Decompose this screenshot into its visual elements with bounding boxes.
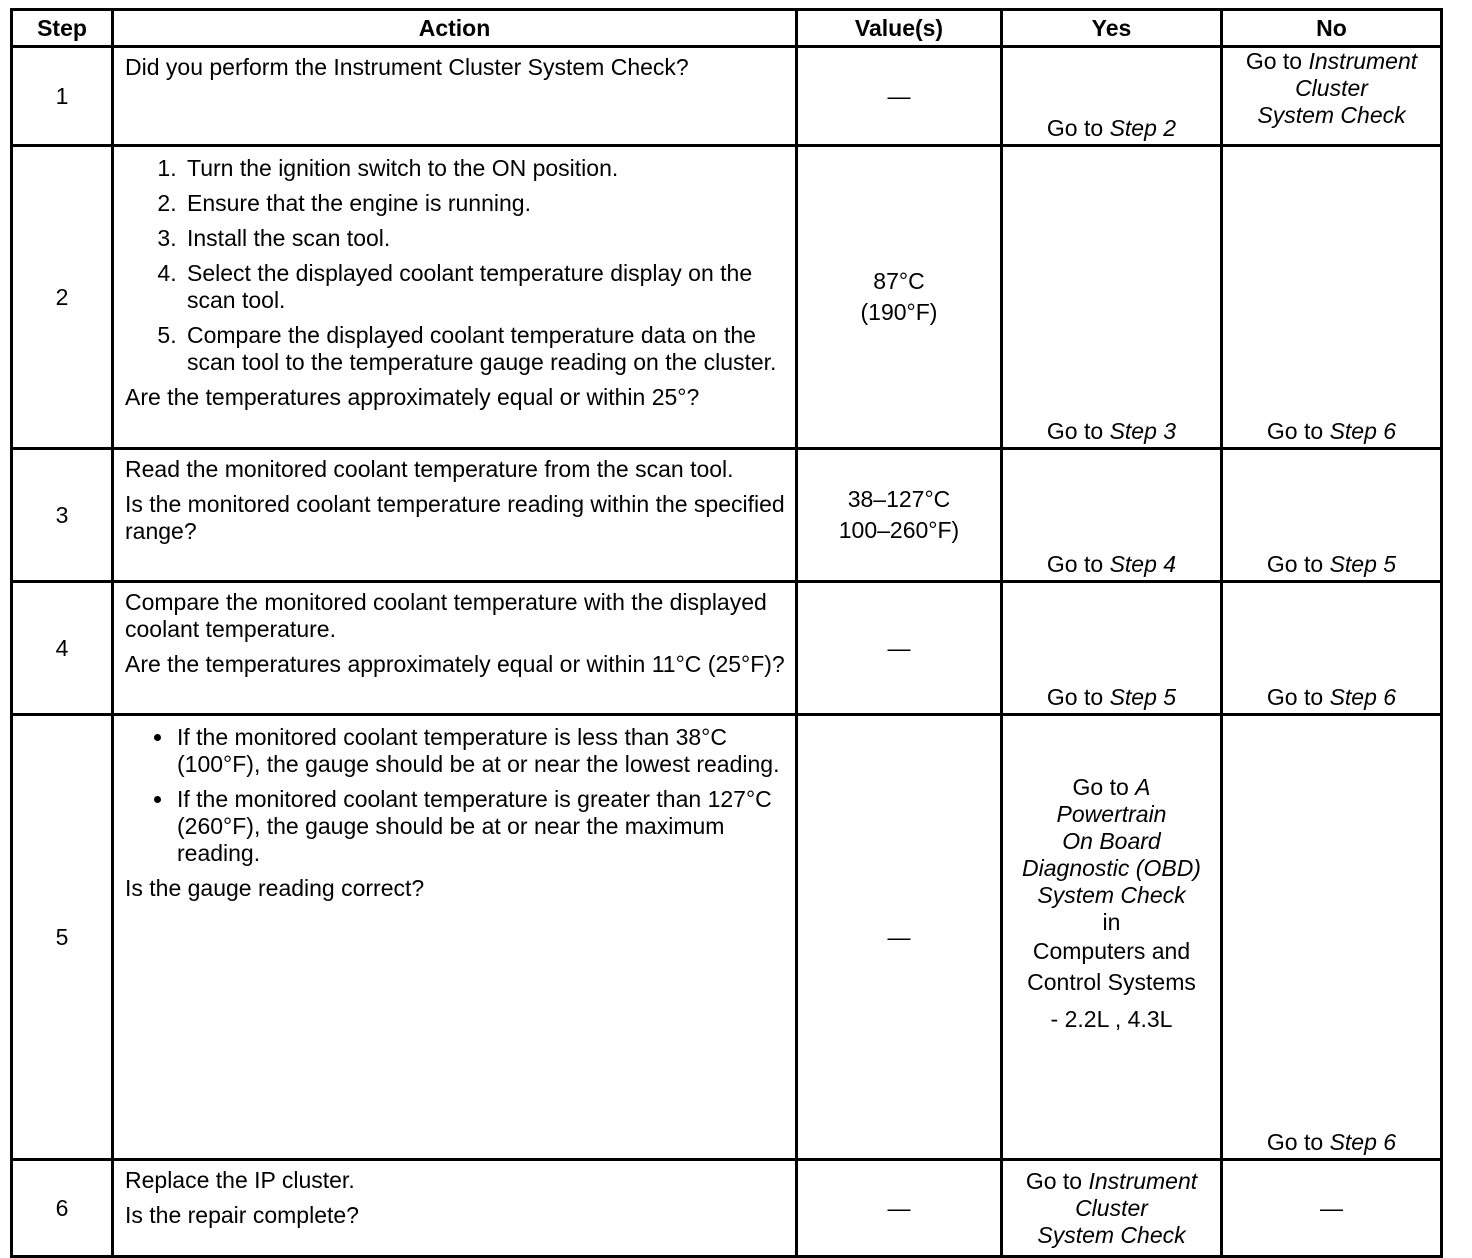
value-line: (190°F)	[860, 299, 938, 325]
no-prefix: Go to	[1266, 551, 1324, 577]
yes-ref-line3: - 2.2L , 4.3L	[1050, 1006, 1173, 1032]
step-number: 1	[12, 47, 113, 146]
action-cell	[113, 146, 797, 449]
table-row	[12, 449, 1442, 582]
yes-cell	[1002, 715, 1222, 1160]
yes-target-link-line2[interactable]: Cluster	[1075, 1194, 1148, 1221]
yes-target-link-line4[interactable]: Diagnostic (OBD)	[1022, 855, 1201, 881]
value-cell: —	[797, 47, 1002, 146]
yes-cell	[1002, 47, 1222, 146]
diagnostic-table	[10, 8, 1443, 1258]
yes-target-link-line1[interactable]: A	[1135, 774, 1151, 800]
action-cell	[113, 582, 797, 715]
no-prefix: Go to	[1266, 684, 1324, 710]
step-number: 6	[12, 1160, 113, 1257]
action-text: Read the monitored coolant temperature from the scan tool.	[125, 456, 734, 482]
yes-prefix: Go to	[1046, 551, 1104, 577]
header-action: Action	[113, 10, 797, 47]
action-cell	[113, 715, 797, 1160]
header-row	[12, 10, 1442, 47]
table-row	[12, 146, 1442, 449]
action-step-item: 5. Compare the displayed coolant temperature data on the scan tool to the temperature gauge reading on the cluster.	[183, 322, 785, 376]
action-text: Compare the monitored coolant temperature with the displayed coolant temperature.	[125, 589, 767, 642]
value-line: 87°C	[873, 268, 925, 294]
yes-ref-line1: Computers and	[1032, 938, 1191, 964]
step-number: 5	[12, 715, 113, 1160]
action-step-item: 3. Install the scan tool.	[183, 225, 785, 252]
yes-prefix: Go to	[1046, 418, 1104, 444]
action-question: Are the temperatures approximately equal or within 11°C (25°F)?	[125, 651, 785, 677]
yes-prefix: Go to	[1046, 684, 1104, 710]
action-question: Are the temperatures approximately equal or within 25°?	[125, 384, 700, 410]
no-prefix: Go to	[1266, 1129, 1324, 1155]
value-cell	[797, 146, 1002, 449]
yes-target-link-line3[interactable]: On Board	[1062, 828, 1161, 854]
table-row	[12, 47, 1442, 146]
action-step-item: 1. Turn the ignition switch to the ON position.	[183, 155, 785, 182]
yes-prefix: Go to	[1072, 774, 1129, 800]
no-cell	[1222, 449, 1442, 582]
action-cell	[113, 449, 797, 582]
action-bullet-list	[125, 724, 785, 867]
value-cell: —	[797, 1160, 1002, 1257]
yes-cell	[1002, 449, 1222, 582]
step-number: 3	[12, 449, 113, 582]
yes-prefix: Go to	[1046, 115, 1104, 141]
no-prefix: Go to	[1266, 418, 1324, 444]
step-number: 4	[12, 582, 113, 715]
action-text: Replace the IP cluster.	[125, 1167, 355, 1193]
no-cell	[1222, 146, 1442, 449]
no-cell	[1222, 582, 1442, 715]
action-bullet-item: • If the monitored coolant temperature is greater than 127°C (260°F), the gauge should be at or near the maximum reading.	[175, 786, 785, 867]
yes-cell	[1002, 1160, 1222, 1257]
action-question: Is the monitored coolant temperature reading within the specified range?	[125, 491, 785, 544]
action-question: Is the repair complete?	[125, 1202, 359, 1228]
yes-target-link-line5[interactable]: System Check	[1037, 882, 1186, 908]
yes-target-link-line2[interactable]: Powertrain	[1056, 801, 1167, 827]
yes-target-link[interactable]: Step 3	[1109, 418, 1177, 444]
yes-target-link[interactable]: Step 2	[1109, 115, 1177, 141]
yes-ref-line2: Control Systems	[1027, 969, 1196, 995]
action-steps-list	[125, 155, 785, 376]
header-no: No	[1222, 10, 1442, 47]
no-prefix: Go to	[1245, 48, 1303, 74]
yes-prefix: Go to	[1025, 1167, 1083, 1194]
no-target-link[interactable]: Step 6	[1329, 684, 1397, 710]
action-question: Is the gauge reading correct?	[125, 875, 425, 901]
yes-cell	[1002, 146, 1222, 449]
table-row	[12, 715, 1442, 1160]
no-cell	[1222, 47, 1442, 146]
header-values: Value(s)	[797, 10, 1002, 47]
action-cell	[113, 1160, 797, 1257]
value-cell: —	[797, 582, 1002, 715]
action-cell	[113, 47, 797, 146]
yes-in-text: in	[1102, 909, 1121, 935]
yes-cell	[1002, 582, 1222, 715]
no-target-link-line3[interactable]: System Check	[1257, 102, 1406, 128]
yes-target-link-line1[interactable]: Instrument	[1088, 1167, 1198, 1194]
no-target-link-line2[interactable]: Cluster	[1295, 75, 1368, 101]
header-step: Step	[12, 10, 113, 47]
no-cell	[1222, 715, 1442, 1160]
step-number: 2	[12, 146, 113, 449]
no-target-link[interactable]: Step 6	[1329, 1129, 1397, 1155]
header-yes: Yes	[1002, 10, 1222, 47]
no-target-link-line1[interactable]: Instrument	[1308, 48, 1418, 74]
yes-target-link[interactable]: Step 5	[1109, 684, 1177, 710]
yes-target-link-line3[interactable]: System Check	[1037, 1221, 1186, 1248]
no-target-link[interactable]: Step 6	[1329, 418, 1397, 444]
action-bullet-item: • If the monitored coolant temperature is less than 38°C (100°F), the gauge should be at or near the lowest reading.	[175, 724, 785, 778]
value-line: 38–127°C	[847, 486, 951, 512]
action-step-item: 2. Ensure that the engine is running.	[183, 190, 785, 217]
action-question: Did you perform the Instrument Cluster System Check?	[125, 54, 689, 80]
yes-target-link[interactable]: Step 4	[1109, 551, 1177, 577]
value-line: 100–260°F)	[838, 517, 960, 543]
value-cell: —	[797, 715, 1002, 1160]
table-row	[12, 582, 1442, 715]
value-cell	[797, 449, 1002, 582]
no-target-link[interactable]: Step 5	[1329, 551, 1397, 577]
no-cell: —	[1222, 1160, 1442, 1257]
table-row	[12, 1160, 1442, 1257]
action-step-item: 4. Select the displayed coolant temperature display on the scan tool.	[183, 260, 785, 314]
